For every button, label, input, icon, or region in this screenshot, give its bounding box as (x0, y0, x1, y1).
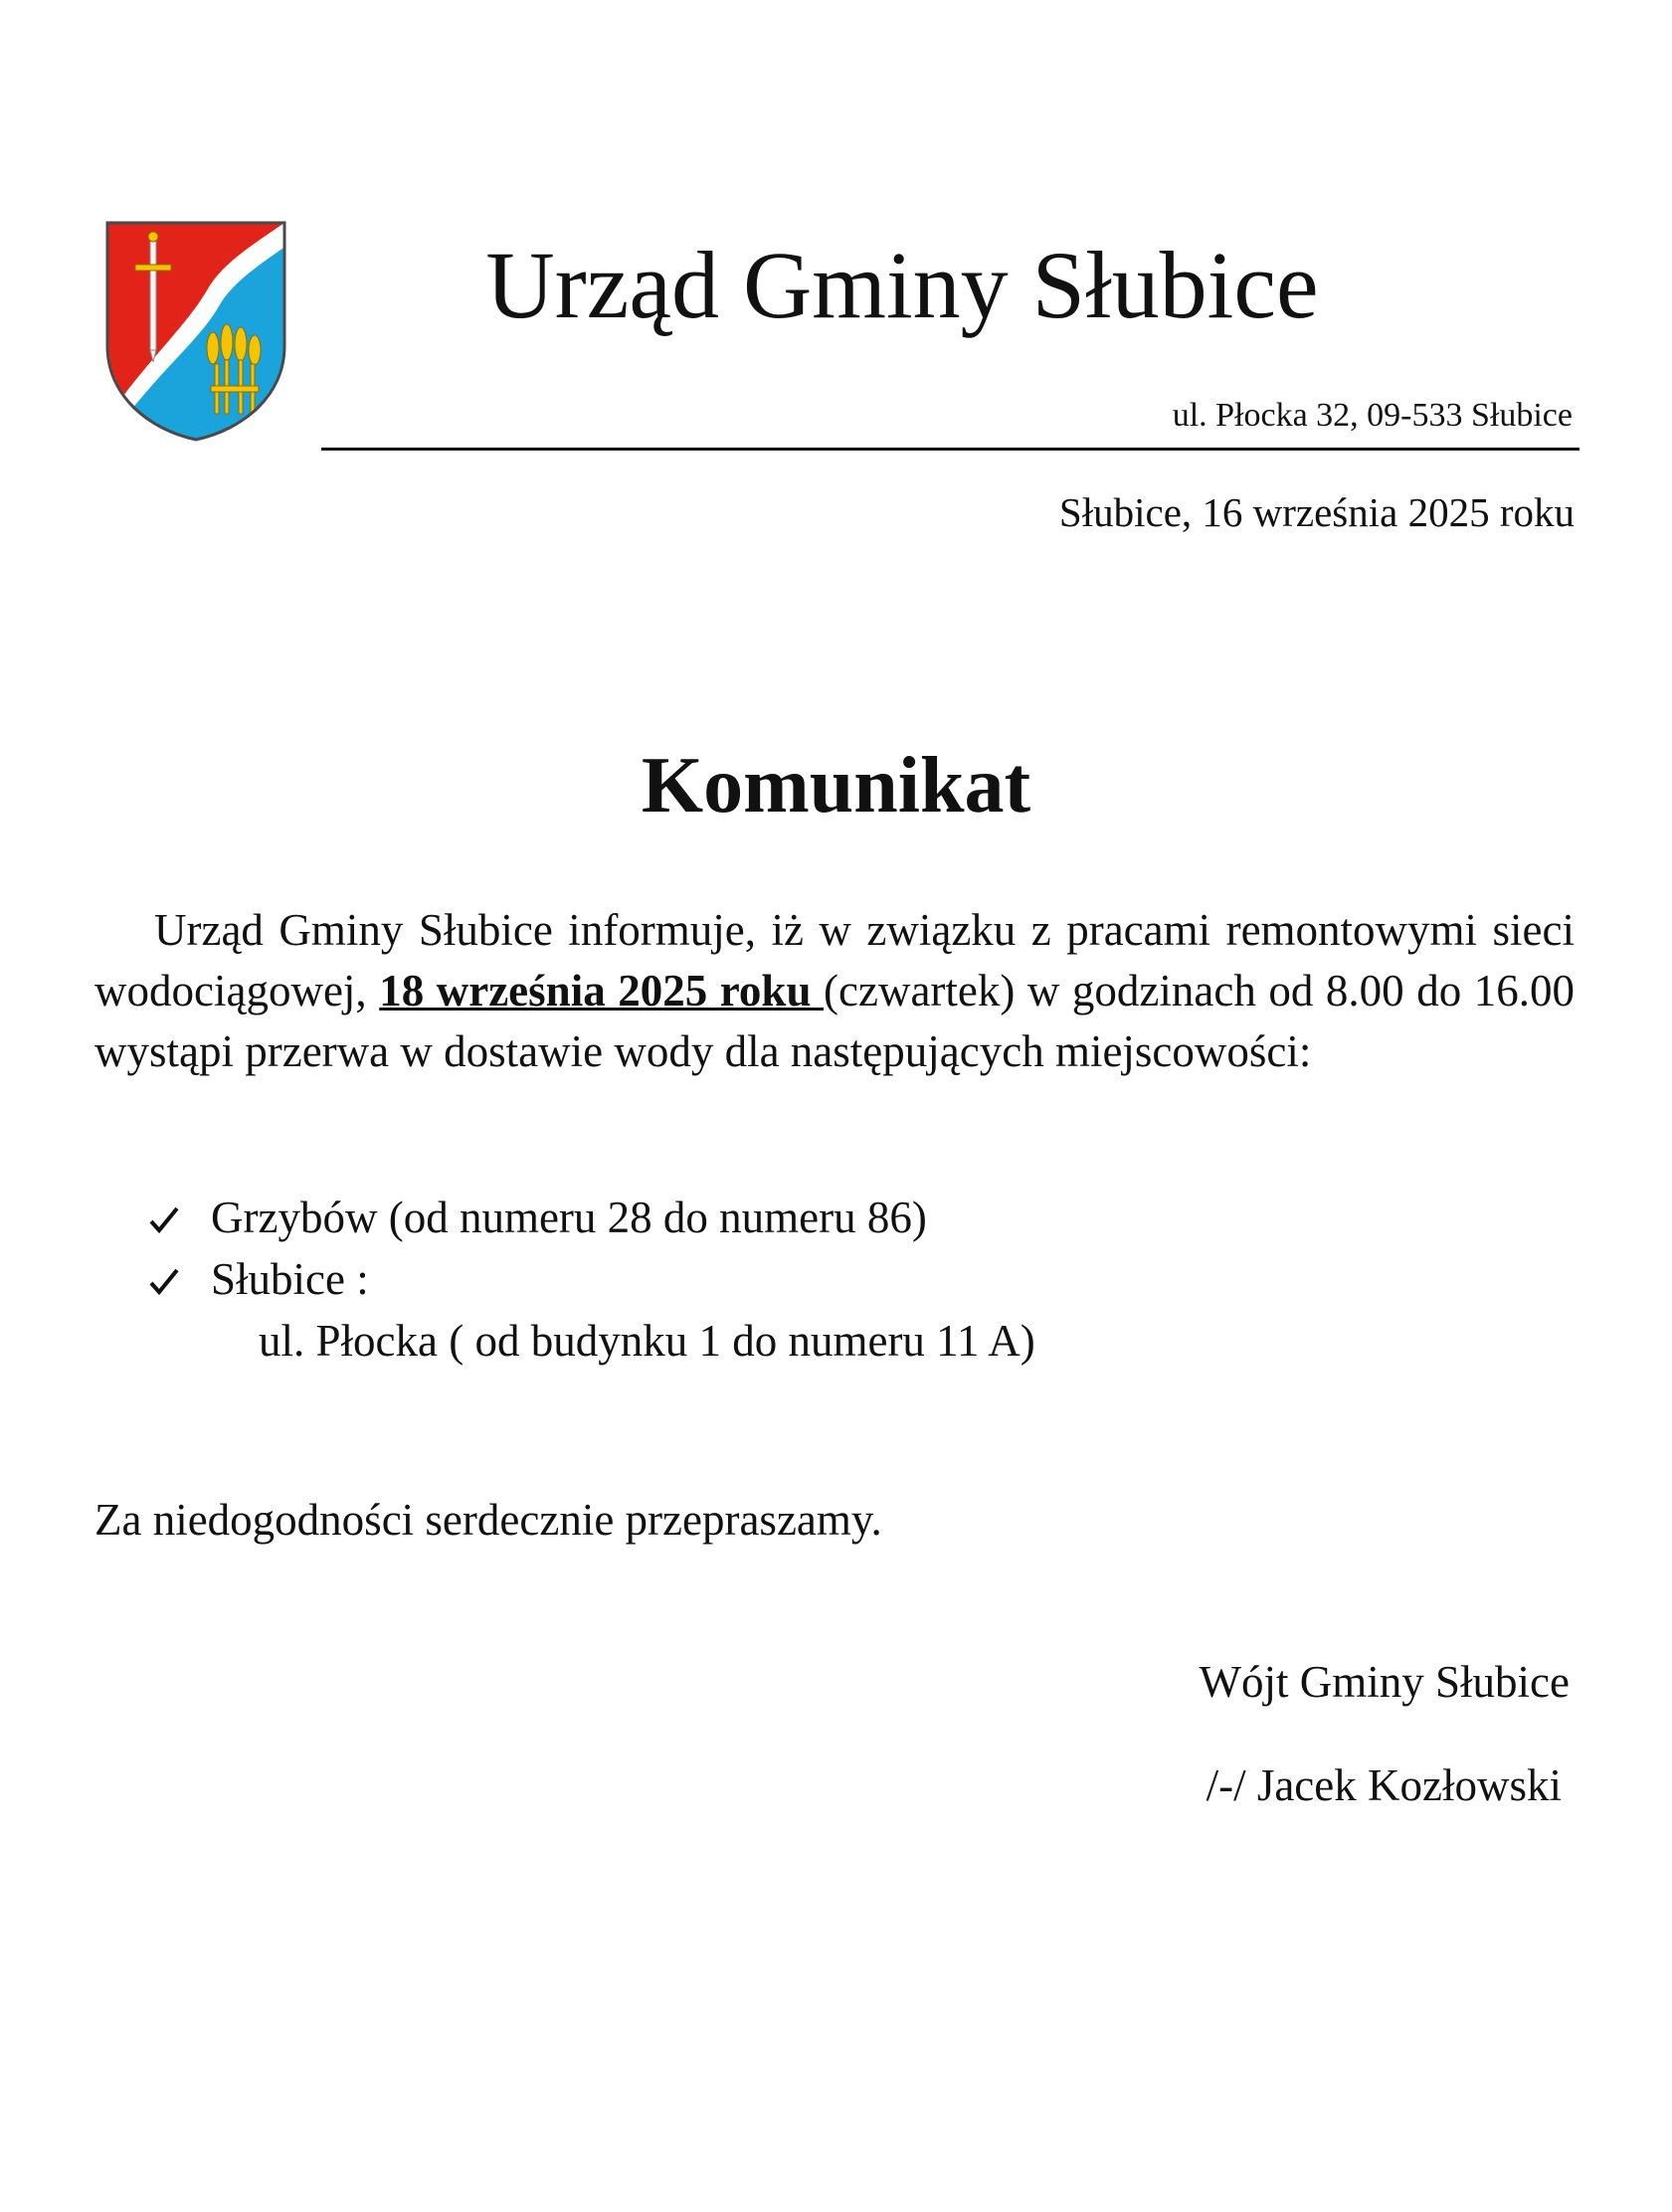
signature-title: Wójt Gminy Słubice (1199, 1657, 1570, 1707)
location-sub-item: ul. Płocka ( od budynku 1 do numeru 11 A) (259, 1316, 1035, 1366)
body-text-before: Urząd Gminy Słubice informuje, iż w związku z pracami remontowymi sieci wodociągowej, (94, 905, 1575, 1015)
organization-name: Urząd Gminy Słubice (485, 232, 1319, 338)
header-divider (321, 448, 1579, 451)
location-label: Słubice : (211, 1254, 369, 1304)
outage-date: 18 września 2025 roku (379, 966, 825, 1015)
body-text-after: (czwartek) w godzinach od 8.00 do 16.00 wystąpi przerwa w dostawie wody dla następujących miejscowości: (94, 966, 1575, 1076)
list-item (149, 1187, 1035, 1248)
document-title: Komunikat (641, 742, 1031, 830)
signature-name: /-/ Jacek Kozłowski (1206, 1760, 1562, 1810)
location-label: Grzybów (od numeru 28 do numeru 86) (211, 1193, 927, 1242)
list-item (149, 1248, 1035, 1310)
checkmark-icon (149, 1204, 211, 1232)
announcement-body (94, 900, 1575, 1082)
locations-list (149, 1187, 1035, 1372)
closing-apology: Za niedogodności serdecznie przepraszamy. (94, 1495, 882, 1545)
coat-of-arms-icon (103, 219, 288, 444)
document-date: Słubice, 16 września 2025 roku (1058, 489, 1575, 535)
organization-address: ul. Płocka 32, 09-533 Słubice (1172, 397, 1573, 434)
checkmark-icon (149, 1266, 211, 1294)
